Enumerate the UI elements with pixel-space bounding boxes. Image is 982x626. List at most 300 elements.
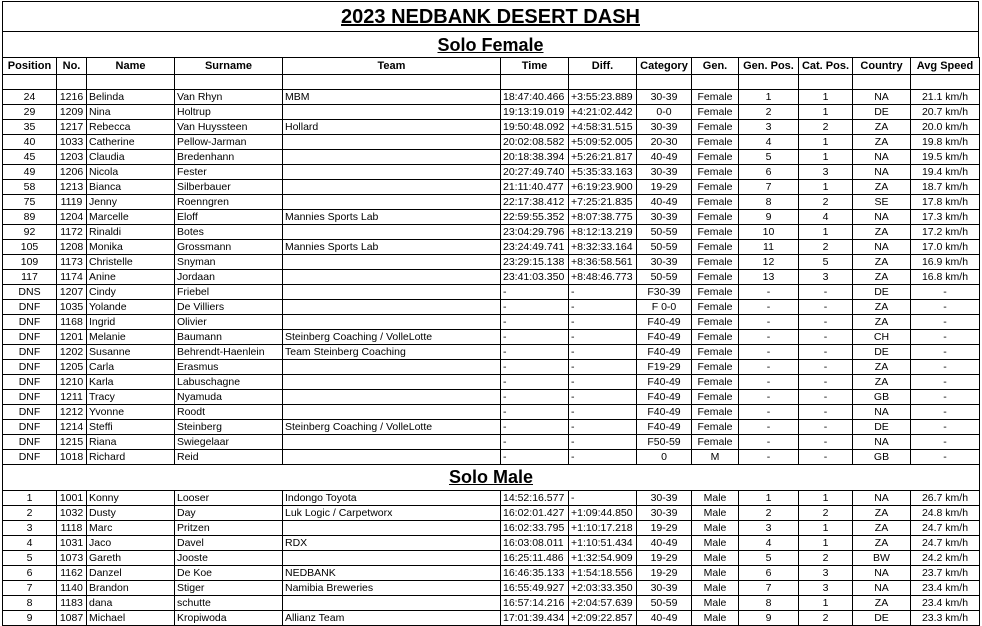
cell-gender: Female bbox=[692, 165, 739, 180]
cell-name: Jaco bbox=[87, 536, 175, 551]
column-header-team: Team bbox=[283, 58, 501, 75]
cell-country: NA bbox=[853, 405, 911, 420]
cell-team: Indongo Toyota bbox=[283, 491, 501, 506]
cell-cat-pos: - bbox=[799, 405, 853, 420]
cell-avg-speed: 16.8 km/h bbox=[911, 270, 980, 285]
cell-diff: +8:32:33.164 bbox=[569, 240, 637, 255]
cell-gen-pos: 4 bbox=[739, 536, 799, 551]
cell-time: 19:13:19.019 bbox=[501, 105, 569, 120]
cell-cat-pos: 1 bbox=[799, 135, 853, 150]
cell-diff: +8:12:13.219 bbox=[569, 225, 637, 240]
cell-avg-speed: 16.9 km/h bbox=[911, 255, 980, 270]
cell-time: - bbox=[501, 360, 569, 375]
cell-name: Jenny bbox=[87, 195, 175, 210]
cell-time: - bbox=[501, 315, 569, 330]
cell-diff: +8:48:46.773 bbox=[569, 270, 637, 285]
table-row bbox=[3, 345, 980, 360]
cell-position: 49 bbox=[3, 165, 57, 180]
cell-avg-speed: 19.8 km/h bbox=[911, 135, 980, 150]
cell-position: DNF bbox=[3, 450, 57, 465]
cell-surname: Jooste bbox=[175, 551, 283, 566]
cell-team: Namibia Breweries bbox=[283, 581, 501, 596]
table-row bbox=[3, 360, 980, 375]
cell-no: 1201 bbox=[57, 330, 87, 345]
cell-position: DNF bbox=[3, 420, 57, 435]
cell-cat-pos: 2 bbox=[799, 506, 853, 521]
cell-no: 1073 bbox=[57, 551, 87, 566]
cell-no: 1205 bbox=[57, 360, 87, 375]
cell-time: 20:18:38.394 bbox=[501, 150, 569, 165]
cell-gender: Female bbox=[692, 120, 739, 135]
table-row bbox=[3, 285, 980, 300]
section-title: Solo Male bbox=[3, 465, 980, 491]
cell-diff: - bbox=[569, 330, 637, 345]
cell-no: 1204 bbox=[57, 210, 87, 225]
cell-gen-pos: 3 bbox=[739, 120, 799, 135]
cell-avg-speed: - bbox=[911, 300, 980, 315]
cell-name: Marcelle bbox=[87, 210, 175, 225]
cell-position: DNF bbox=[3, 390, 57, 405]
cell-category: 30-39 bbox=[637, 491, 692, 506]
cell-cat-pos: 2 bbox=[799, 195, 853, 210]
cell-diff: +2:03:33.350 bbox=[569, 581, 637, 596]
cell-diff: - bbox=[569, 491, 637, 506]
cell-surname: Pellow-Jarman bbox=[175, 135, 283, 150]
cell-country: DE bbox=[853, 105, 911, 120]
column-header-country: Country bbox=[853, 58, 911, 75]
results-table-body bbox=[3, 58, 980, 626]
table-row bbox=[3, 435, 980, 450]
cell-team bbox=[283, 165, 501, 180]
cell-gen-pos: 3 bbox=[739, 521, 799, 536]
cell-diff: +7:25:21.835 bbox=[569, 195, 637, 210]
cell-team: Team Steinberg Coaching bbox=[283, 345, 501, 360]
cell-no: 1035 bbox=[57, 300, 87, 315]
cell-time: 21:11:40.477 bbox=[501, 180, 569, 195]
cell-cat-pos: 1 bbox=[799, 521, 853, 536]
cell-category: F50-59 bbox=[637, 435, 692, 450]
cell-time: 16:02:33.795 bbox=[501, 521, 569, 536]
cell-gender: Female bbox=[692, 105, 739, 120]
cell-name: Steffi bbox=[87, 420, 175, 435]
cell-diff: - bbox=[569, 390, 637, 405]
cell-diff: - bbox=[569, 285, 637, 300]
cell-cat-pos: - bbox=[799, 390, 853, 405]
cell-avg-speed: 24.7 km/h bbox=[911, 536, 980, 551]
cell-name: Monika bbox=[87, 240, 175, 255]
cell-time: 22:59:55.352 bbox=[501, 210, 569, 225]
cell-category: 19-29 bbox=[637, 521, 692, 536]
cell-country: DE bbox=[853, 345, 911, 360]
cell-avg-speed: 24.2 km/h bbox=[911, 551, 980, 566]
cell-country: NA bbox=[853, 165, 911, 180]
cell-cat-pos: 1 bbox=[799, 90, 853, 105]
cell-time: 16:02:01.427 bbox=[501, 506, 569, 521]
cell-country: DE bbox=[853, 285, 911, 300]
header-row bbox=[3, 58, 980, 75]
cell-surname: Silberbauer bbox=[175, 180, 283, 195]
cell-name: Danzel bbox=[87, 566, 175, 581]
cell-team bbox=[283, 285, 501, 300]
cell-gen-pos: 5 bbox=[739, 551, 799, 566]
cell-cat-pos: 1 bbox=[799, 596, 853, 611]
cell-category: 50-59 bbox=[637, 596, 692, 611]
cell-time: - bbox=[501, 420, 569, 435]
cell-name: Richard bbox=[87, 450, 175, 465]
cell-time: 16:55:49.927 bbox=[501, 581, 569, 596]
table-row bbox=[3, 240, 980, 255]
cell-no: 1018 bbox=[57, 450, 87, 465]
column-header-position: Position bbox=[3, 58, 57, 75]
empty-cell bbox=[853, 75, 911, 90]
empty-cell bbox=[569, 75, 637, 90]
cell-cat-pos: - bbox=[799, 420, 853, 435]
cell-diff: +6:19:23.900 bbox=[569, 180, 637, 195]
cell-no: 1215 bbox=[57, 435, 87, 450]
document-title: 2023 NEDBANK DESERT DASH bbox=[2, 1, 979, 31]
results-table bbox=[2, 57, 980, 626]
cell-category: F40-49 bbox=[637, 390, 692, 405]
cell-time: 18:47:40.466 bbox=[501, 90, 569, 105]
table-row bbox=[3, 90, 980, 105]
cell-position: DNF bbox=[3, 435, 57, 450]
cell-gen-pos: - bbox=[739, 405, 799, 420]
cell-position: 89 bbox=[3, 210, 57, 225]
empty-cell bbox=[283, 75, 501, 90]
cell-cat-pos: 1 bbox=[799, 225, 853, 240]
cell-name: Susanne bbox=[87, 345, 175, 360]
cell-time: 23:24:49.741 bbox=[501, 240, 569, 255]
cell-name: Ingrid bbox=[87, 315, 175, 330]
cell-no: 1162 bbox=[57, 566, 87, 581]
cell-category: F40-49 bbox=[637, 375, 692, 390]
empty-cell bbox=[739, 75, 799, 90]
cell-diff: +4:21:02.442 bbox=[569, 105, 637, 120]
cell-gender: Female bbox=[692, 270, 739, 285]
cell-avg-speed: 23.3 km/h bbox=[911, 611, 980, 626]
cell-gender: Female bbox=[692, 285, 739, 300]
cell-cat-pos: 4 bbox=[799, 210, 853, 225]
cell-diff: - bbox=[569, 300, 637, 315]
cell-time: 14:52:16.577 bbox=[501, 491, 569, 506]
cell-category: F40-49 bbox=[637, 420, 692, 435]
cell-surname: De Villiers bbox=[175, 300, 283, 315]
cell-no: 1140 bbox=[57, 581, 87, 596]
cell-time: 23:41:03.350 bbox=[501, 270, 569, 285]
cell-gender: Female bbox=[692, 300, 739, 315]
cell-diff: +1:54:18.556 bbox=[569, 566, 637, 581]
cell-avg-speed: - bbox=[911, 435, 980, 450]
cell-position: 35 bbox=[3, 120, 57, 135]
cell-surname: Behrendt-Haenlein bbox=[175, 345, 283, 360]
cell-name: Anine bbox=[87, 270, 175, 285]
cell-category: 19-29 bbox=[637, 180, 692, 195]
cell-gender: Female bbox=[692, 405, 739, 420]
cell-position: 2 bbox=[3, 506, 57, 521]
cell-avg-speed: 23.7 km/h bbox=[911, 566, 980, 581]
table-row bbox=[3, 551, 980, 566]
cell-avg-speed: 21.1 km/h bbox=[911, 90, 980, 105]
cell-country: ZA bbox=[853, 120, 911, 135]
cell-name: Konny bbox=[87, 491, 175, 506]
table-row bbox=[3, 506, 980, 521]
cell-cat-pos: 1 bbox=[799, 180, 853, 195]
cell-gender: Female bbox=[692, 135, 739, 150]
cell-diff: - bbox=[569, 420, 637, 435]
cell-position: DNF bbox=[3, 315, 57, 330]
cell-name: dana bbox=[87, 596, 175, 611]
column-header-time: Time bbox=[501, 58, 569, 75]
cell-time: 17:01:39.434 bbox=[501, 611, 569, 626]
cell-position: 117 bbox=[3, 270, 57, 285]
cell-country: ZA bbox=[853, 506, 911, 521]
cell-gen-pos: 2 bbox=[739, 506, 799, 521]
cell-cat-pos: 3 bbox=[799, 165, 853, 180]
cell-team bbox=[283, 435, 501, 450]
cell-time: - bbox=[501, 435, 569, 450]
cell-category: 0 bbox=[637, 450, 692, 465]
cell-diff: +1:10:17.218 bbox=[569, 521, 637, 536]
cell-gender: Female bbox=[692, 225, 739, 240]
cell-diff: +2:09:22.857 bbox=[569, 611, 637, 626]
empty-cell bbox=[175, 75, 283, 90]
cell-country: ZA bbox=[853, 315, 911, 330]
cell-country: ZA bbox=[853, 360, 911, 375]
table-row bbox=[3, 375, 980, 390]
cell-avg-speed: 20.0 km/h bbox=[911, 120, 980, 135]
cell-avg-speed: - bbox=[911, 420, 980, 435]
table-row bbox=[3, 270, 980, 285]
cell-time: - bbox=[501, 300, 569, 315]
cell-time: 20:02:08.582 bbox=[501, 135, 569, 150]
column-header-name: Name bbox=[87, 58, 175, 75]
column-header-avg-speed: Avg Speed bbox=[911, 58, 980, 75]
cell-team bbox=[283, 551, 501, 566]
cell-cat-pos: - bbox=[799, 300, 853, 315]
table-row bbox=[3, 596, 980, 611]
cell-cat-pos: 2 bbox=[799, 611, 853, 626]
cell-gen-pos: 2 bbox=[739, 105, 799, 120]
cell-name: Bianca bbox=[87, 180, 175, 195]
cell-no: 1033 bbox=[57, 135, 87, 150]
cell-diff: +5:35:33.163 bbox=[569, 165, 637, 180]
cell-diff: - bbox=[569, 360, 637, 375]
cell-time: - bbox=[501, 345, 569, 360]
cell-time: 20:27:49.740 bbox=[501, 165, 569, 180]
cell-gen-pos: 5 bbox=[739, 150, 799, 165]
table-row bbox=[3, 210, 980, 225]
cell-category: F40-49 bbox=[637, 405, 692, 420]
cell-surname: Snyman bbox=[175, 255, 283, 270]
cell-time: - bbox=[501, 450, 569, 465]
cell-time: 16:25:11.486 bbox=[501, 551, 569, 566]
column-header-gender: Gen. bbox=[692, 58, 739, 75]
cell-gender: Female bbox=[692, 360, 739, 375]
cell-time: - bbox=[501, 330, 569, 345]
cell-gen-pos: - bbox=[739, 300, 799, 315]
cell-cat-pos: - bbox=[799, 435, 853, 450]
cell-no: 1207 bbox=[57, 285, 87, 300]
cell-time: 16:57:14.216 bbox=[501, 596, 569, 611]
cell-avg-speed: - bbox=[911, 360, 980, 375]
cell-team bbox=[283, 450, 501, 465]
cell-position: 6 bbox=[3, 566, 57, 581]
cell-cat-pos: - bbox=[799, 345, 853, 360]
cell-time: - bbox=[501, 375, 569, 390]
cell-gender: Female bbox=[692, 420, 739, 435]
empty-cell bbox=[3, 75, 57, 90]
cell-surname: schutte bbox=[175, 596, 283, 611]
cell-cat-pos: - bbox=[799, 330, 853, 345]
cell-diff: +8:07:38.775 bbox=[569, 210, 637, 225]
cell-gender: Male bbox=[692, 536, 739, 551]
cell-time: 16:03:08.011 bbox=[501, 536, 569, 551]
cell-category: 0-0 bbox=[637, 105, 692, 120]
cell-gender: Female bbox=[692, 435, 739, 450]
cell-name: Catherine bbox=[87, 135, 175, 150]
cell-position: DNF bbox=[3, 300, 57, 315]
cell-category: 19-29 bbox=[637, 551, 692, 566]
cell-no: 1174 bbox=[57, 270, 87, 285]
cell-time: 19:50:48.092 bbox=[501, 120, 569, 135]
cell-category: 50-59 bbox=[637, 240, 692, 255]
cell-gender: Female bbox=[692, 180, 739, 195]
table-row bbox=[3, 180, 980, 195]
cell-name: Nina bbox=[87, 105, 175, 120]
cell-team: Hollard bbox=[283, 120, 501, 135]
section-header-row bbox=[3, 465, 980, 491]
table-row bbox=[3, 195, 980, 210]
cell-diff: +4:58:31.515 bbox=[569, 120, 637, 135]
cell-gender: Female bbox=[692, 390, 739, 405]
cell-team: Mannies Sports Lab bbox=[283, 210, 501, 225]
empty-cell bbox=[692, 75, 739, 90]
cell-time: - bbox=[501, 285, 569, 300]
cell-time: 23:04:29.796 bbox=[501, 225, 569, 240]
cell-category: 30-39 bbox=[637, 165, 692, 180]
cell-no: 1217 bbox=[57, 120, 87, 135]
cell-gender: Male bbox=[692, 551, 739, 566]
cell-gender: Female bbox=[692, 150, 739, 165]
cell-surname: Reid bbox=[175, 450, 283, 465]
cell-diff: +1:32:54.909 bbox=[569, 551, 637, 566]
cell-position: 40 bbox=[3, 135, 57, 150]
cell-surname: Pritzen bbox=[175, 521, 283, 536]
cell-team bbox=[283, 596, 501, 611]
cell-category: 30-39 bbox=[637, 120, 692, 135]
cell-avg-speed: 19.5 km/h bbox=[911, 150, 980, 165]
cell-category: F30-39 bbox=[637, 285, 692, 300]
cell-team bbox=[283, 135, 501, 150]
cell-no: 1032 bbox=[57, 506, 87, 521]
table-row bbox=[3, 225, 980, 240]
cell-gen-pos: - bbox=[739, 360, 799, 375]
cell-position: 105 bbox=[3, 240, 57, 255]
cell-gen-pos: 6 bbox=[739, 566, 799, 581]
cell-time: - bbox=[501, 405, 569, 420]
cell-team bbox=[283, 390, 501, 405]
cell-surname: Van Rhyn bbox=[175, 90, 283, 105]
cell-name: Cindy bbox=[87, 285, 175, 300]
cell-avg-speed: 17.2 km/h bbox=[911, 225, 980, 240]
table-row bbox=[3, 521, 980, 536]
cell-surname: Botes bbox=[175, 225, 283, 240]
cell-name: Marc bbox=[87, 521, 175, 536]
cell-no: 1208 bbox=[57, 240, 87, 255]
cell-category: 30-39 bbox=[637, 210, 692, 225]
cell-gender: Female bbox=[692, 240, 739, 255]
column-header-no: No. bbox=[57, 58, 87, 75]
cell-surname: Stiger bbox=[175, 581, 283, 596]
cell-country: ZA bbox=[853, 225, 911, 240]
cell-avg-speed: - bbox=[911, 375, 980, 390]
cell-position: 4 bbox=[3, 536, 57, 551]
column-header-diff: Diff. bbox=[569, 58, 637, 75]
cell-position: 7 bbox=[3, 581, 57, 596]
cell-surname: Fester bbox=[175, 165, 283, 180]
cell-category: 30-39 bbox=[637, 506, 692, 521]
cell-diff: - bbox=[569, 315, 637, 330]
cell-no: 1210 bbox=[57, 375, 87, 390]
cell-team bbox=[283, 255, 501, 270]
cell-surname: Roodt bbox=[175, 405, 283, 420]
cell-surname: Swiegelaar bbox=[175, 435, 283, 450]
cell-surname: Grossmann bbox=[175, 240, 283, 255]
cell-time: 16:46:35.133 bbox=[501, 566, 569, 581]
cell-no: 1087 bbox=[57, 611, 87, 626]
cell-name: Nicola bbox=[87, 165, 175, 180]
cell-name: Rebecca bbox=[87, 120, 175, 135]
cell-team bbox=[283, 150, 501, 165]
cell-gender: Male bbox=[692, 596, 739, 611]
cell-avg-speed: 26.7 km/h bbox=[911, 491, 980, 506]
cell-cat-pos: 1 bbox=[799, 105, 853, 120]
cell-country: GB bbox=[853, 450, 911, 465]
cell-category: F 0-0 bbox=[637, 300, 692, 315]
table-row bbox=[3, 491, 980, 506]
cell-country: NA bbox=[853, 435, 911, 450]
cell-gen-pos: - bbox=[739, 315, 799, 330]
cell-name: Tracy bbox=[87, 390, 175, 405]
cell-position: 45 bbox=[3, 150, 57, 165]
cell-no: 1031 bbox=[57, 536, 87, 551]
cell-avg-speed: 23.4 km/h bbox=[911, 581, 980, 596]
cell-surname: Looser bbox=[175, 491, 283, 506]
cell-team bbox=[283, 195, 501, 210]
cell-team bbox=[283, 405, 501, 420]
cell-gen-pos: - bbox=[739, 420, 799, 435]
cell-cat-pos: 1 bbox=[799, 536, 853, 551]
cell-position: 109 bbox=[3, 255, 57, 270]
cell-avg-speed: - bbox=[911, 450, 980, 465]
cell-cat-pos: 1 bbox=[799, 150, 853, 165]
table-row bbox=[3, 120, 980, 135]
cell-diff: +2:04:57.639 bbox=[569, 596, 637, 611]
cell-country: BW bbox=[853, 551, 911, 566]
cell-no: 1119 bbox=[57, 195, 87, 210]
cell-gen-pos: 10 bbox=[739, 225, 799, 240]
cell-gen-pos: 7 bbox=[739, 180, 799, 195]
table-row bbox=[3, 390, 980, 405]
cell-country: CH bbox=[853, 330, 911, 345]
cell-cat-pos: 5 bbox=[799, 255, 853, 270]
cell-diff: +1:09:44.850 bbox=[569, 506, 637, 521]
cell-gender: Female bbox=[692, 330, 739, 345]
cell-cat-pos: 2 bbox=[799, 551, 853, 566]
cell-category: 40-49 bbox=[637, 536, 692, 551]
cell-surname: Erasmus bbox=[175, 360, 283, 375]
cell-cat-pos: 1 bbox=[799, 491, 853, 506]
